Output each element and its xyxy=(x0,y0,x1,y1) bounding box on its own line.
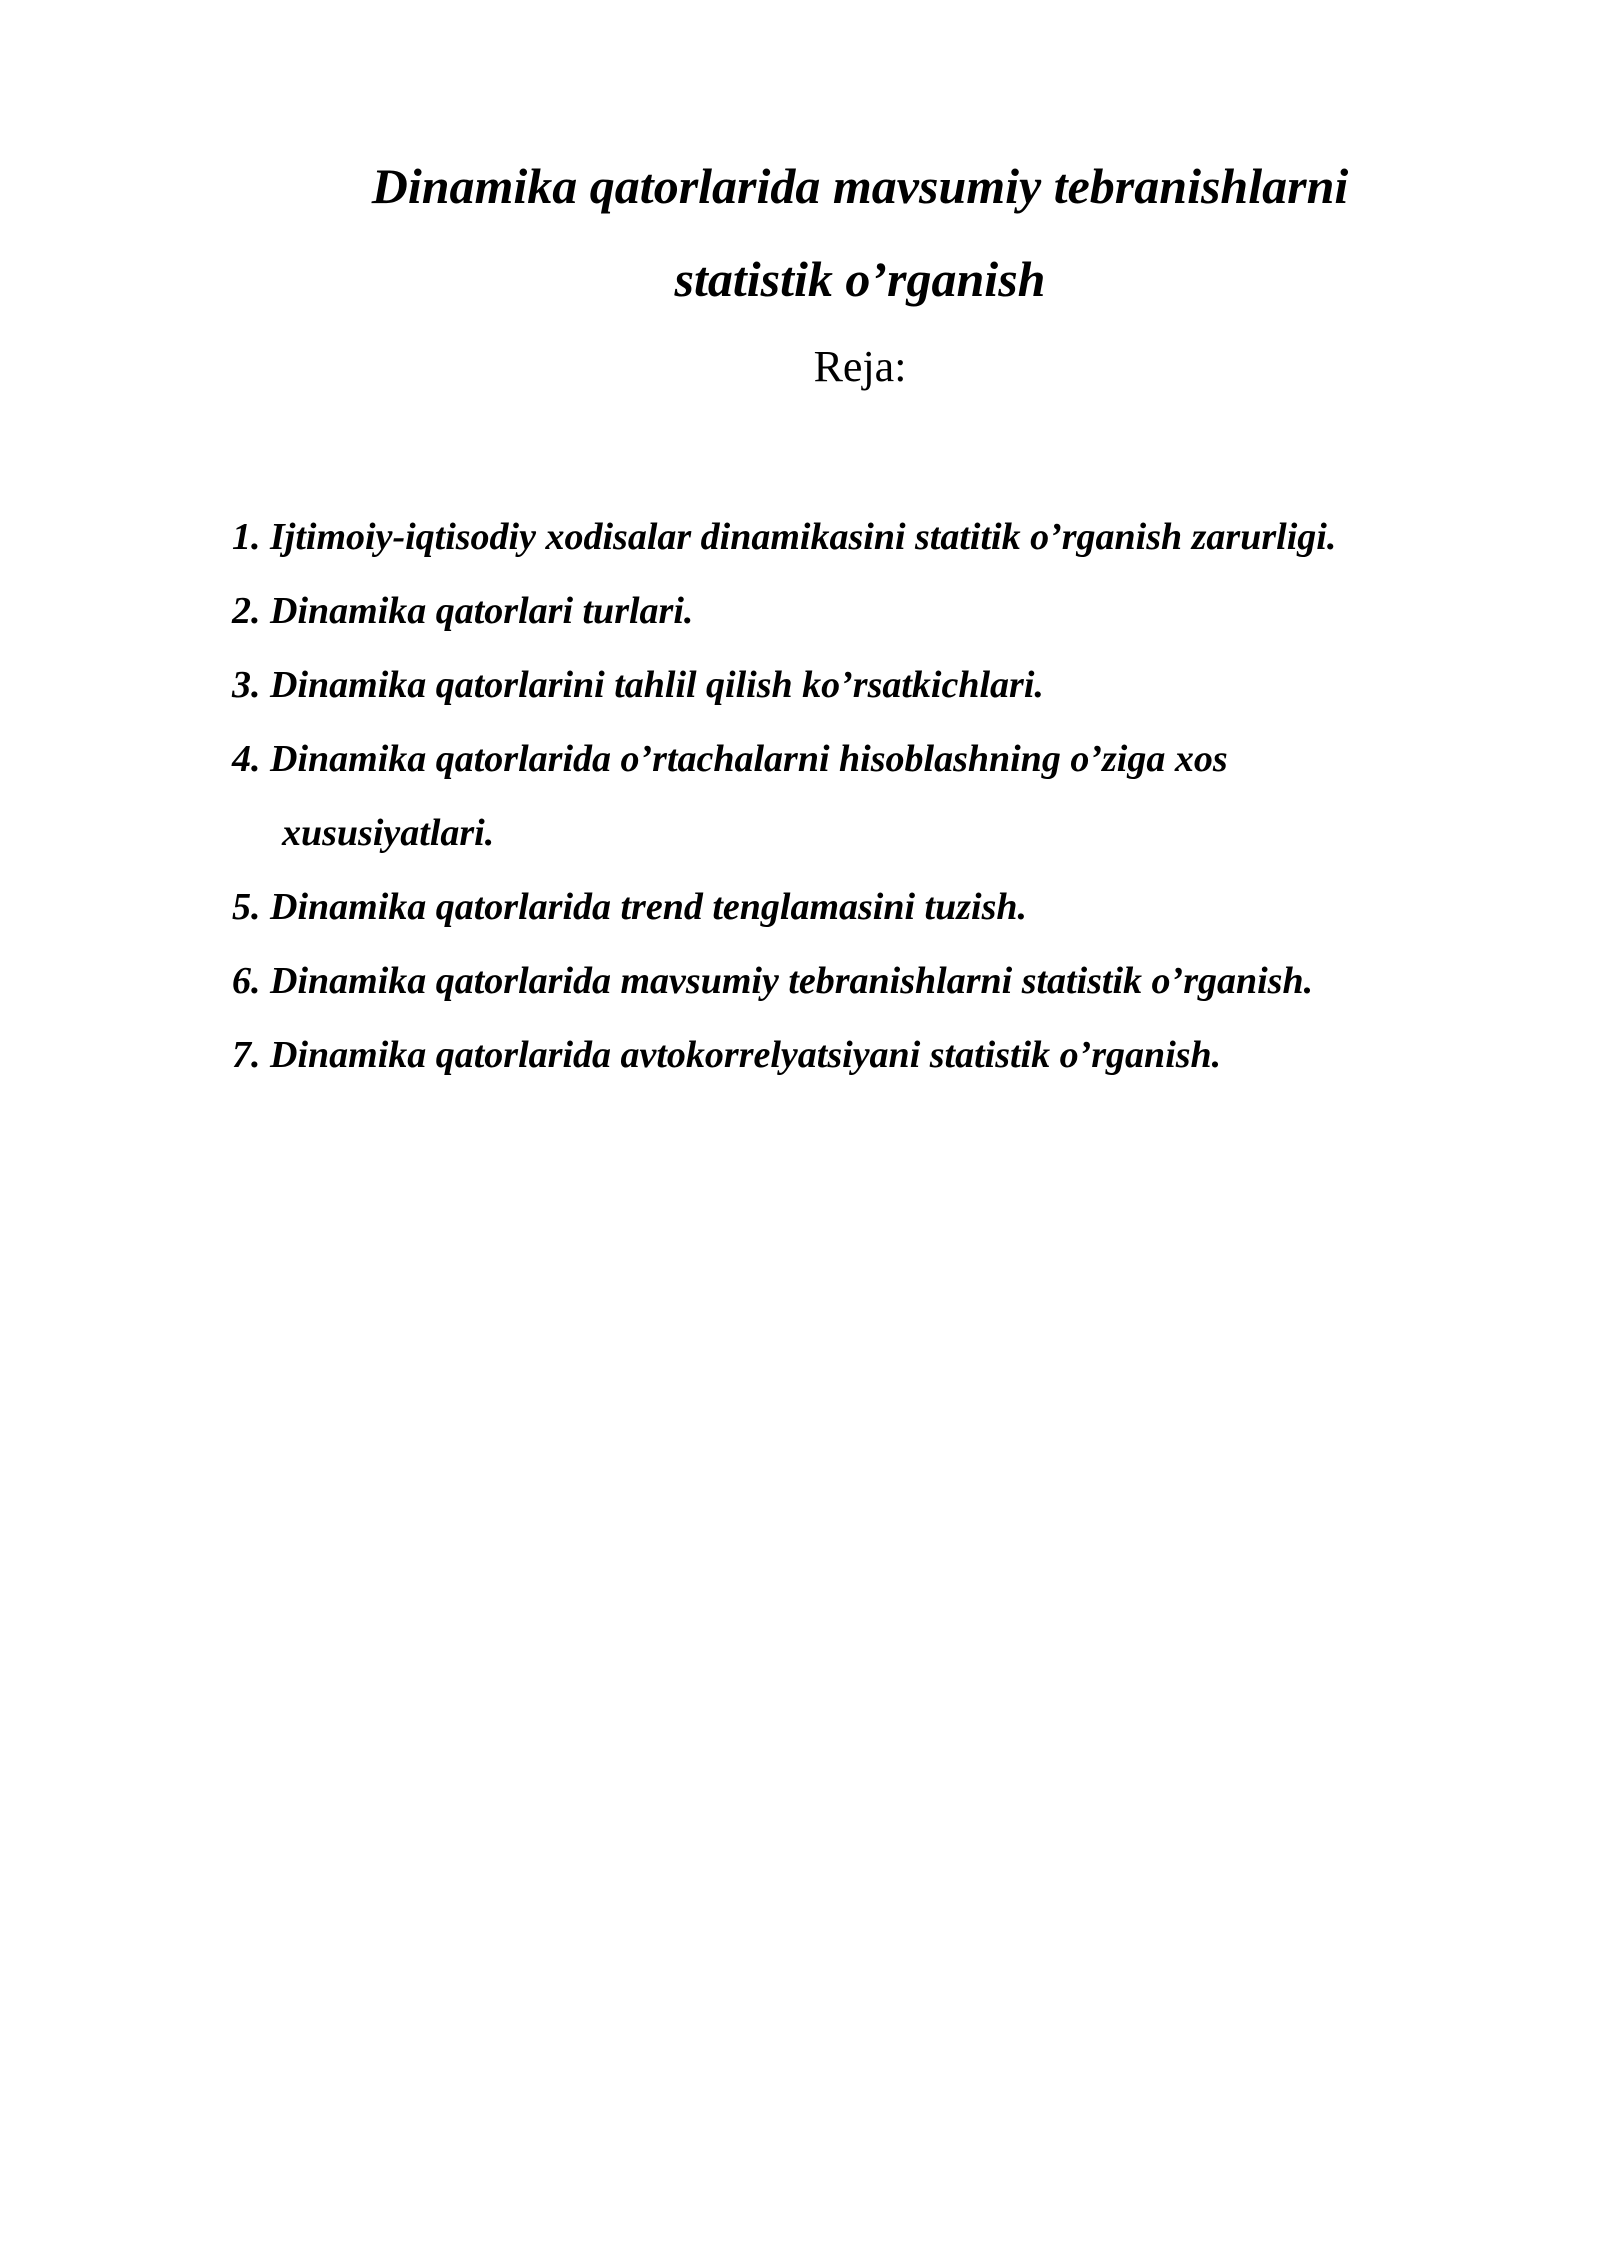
plan-item-text: 4. Dinamika qatorlarida o’rtachalarni hisoblashning o’ziga xos xyxy=(232,738,1228,780)
plan-item-3 xyxy=(232,648,1552,722)
plan-list xyxy=(232,500,1552,1092)
plan-item-text: 6. Dinamika qatorlarida mavsumiy tebranishlarni statistik o’rganish. xyxy=(232,960,1314,1002)
plan-item-text: 2. Dinamika qatorlari turlari. xyxy=(232,590,694,632)
title-line-2: statistik o’rganish xyxy=(674,251,1046,307)
plan-item-7 xyxy=(232,1018,1552,1092)
plan-item-4 xyxy=(232,722,1552,870)
plan-item-6 xyxy=(232,944,1552,1018)
title-line-1: Dinamika qatorlarida mavsumiy tebranishlarni xyxy=(371,158,1349,214)
plan-item-2 xyxy=(232,574,1552,648)
plan-item-text: 7. Dinamika qatorlarida avtokorrelyatsiyani statistik o’rganish. xyxy=(232,1034,1222,1076)
plan-item-1 xyxy=(232,500,1552,574)
plan-item-5 xyxy=(232,870,1552,944)
plan-item-continuation: xususiyatlari. xyxy=(282,812,495,854)
plan-item-text: 1. Ijtimoiy-iqtisodiy xodisalar dinamikasini statitik o’rganish zarurligi. xyxy=(232,516,1337,558)
plan-item-text: 5. Dinamika qatorlarida trend tenglamasini tuzish. xyxy=(232,886,1028,928)
plan-item-text: 3. Dinamika qatorlarini tahlil qilish ko’rsatkichlari. xyxy=(232,664,1044,706)
plan-heading: Reja: xyxy=(813,342,907,391)
